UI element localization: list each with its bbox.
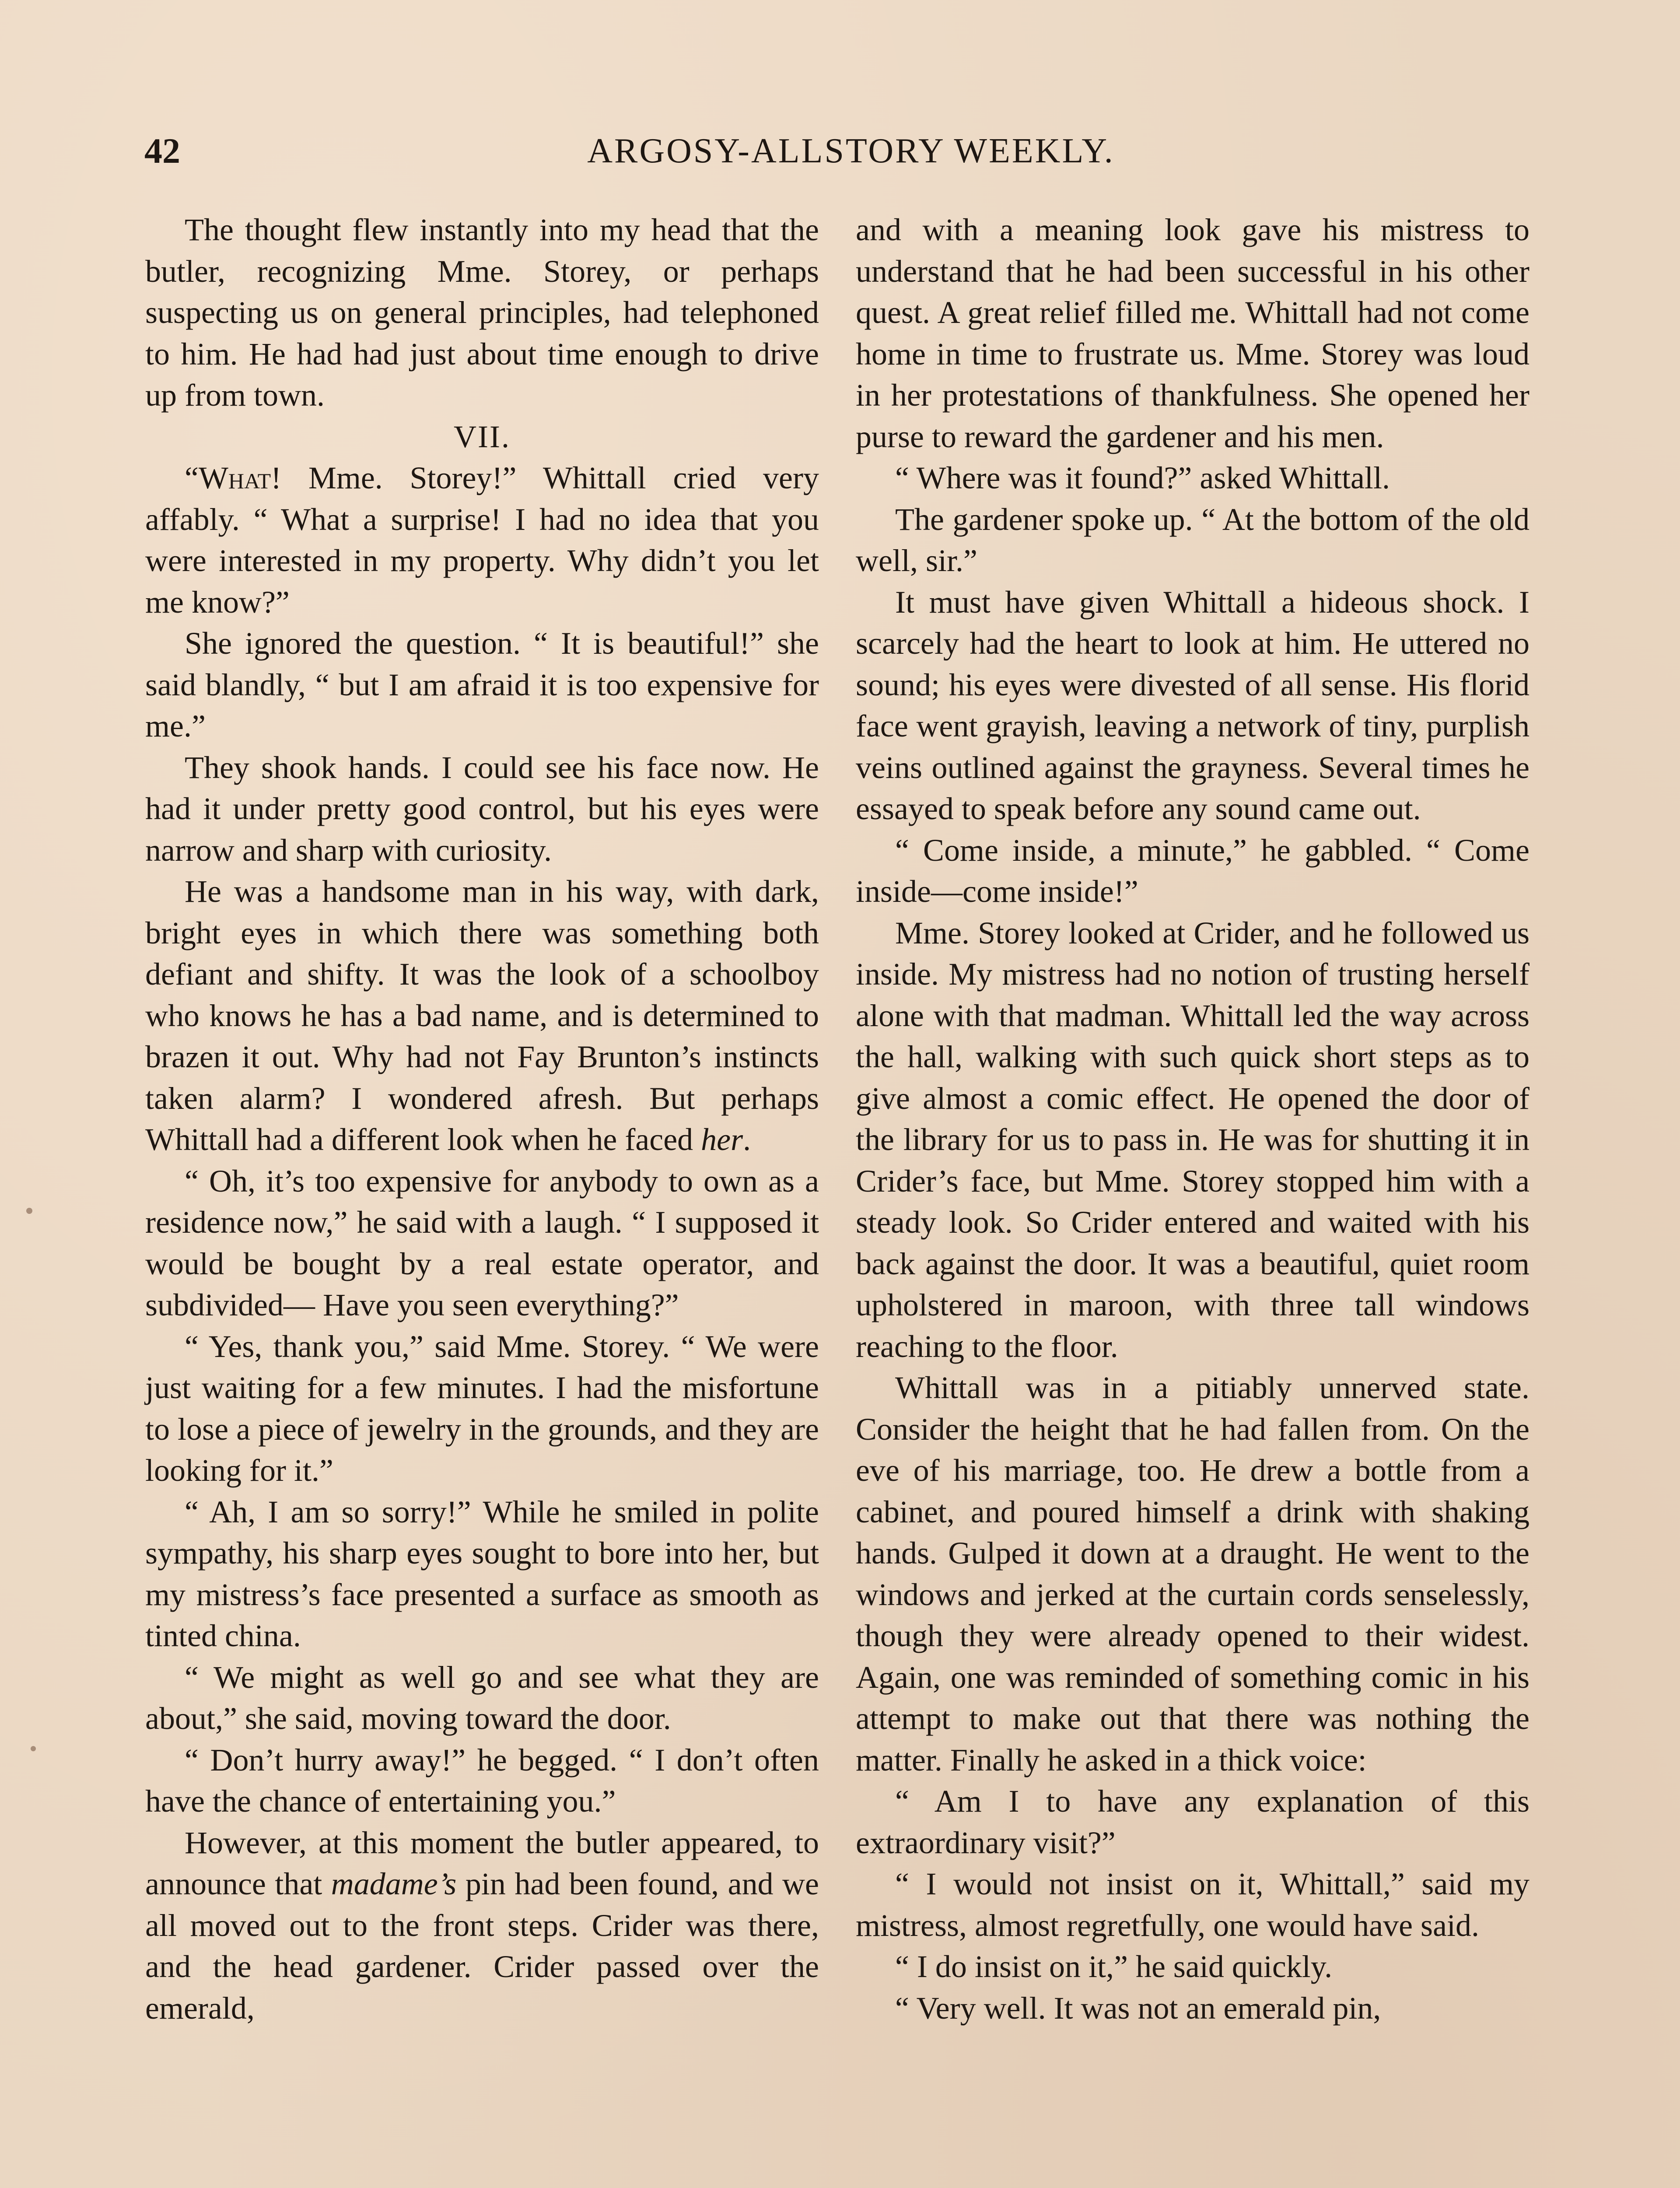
paragraph — [145, 1822, 819, 2029]
paragraph: “ I do insist on it,” he said quickly. — [895, 1949, 1333, 1984]
paragraph: “ Oh, it’s too expensive for anybody to own as a residence now,” he said with a laugh. “ I supposed it would be bought by a real estate operator, and subdivided— Have you seen everything?” — [145, 1163, 819, 1322]
paragraph: “ Don’t hurry away!” he begged. “ I don’t often have the chance of entertaining you.” — [145, 1742, 819, 1819]
paragraph: Mme. Storey looked at Crider, and he followed us inside. My mistress had no notion of trusting herself alone with that madman. Whittall led the way across the hall, walking with such quick short steps as to give almost a comic effect. He opened the door of the library for us to pass in. He was for shutting it in Crider’s face, but Mme. Storey stopped him with a steady look. So Crider entered and waited with his back against the door. It was a beautiful, quiet room upholstered in maroon, with three tall windows reaching to the floor. — [856, 915, 1530, 1364]
small-caps-lead: “What — [185, 460, 271, 495]
page-number: 42 — [144, 131, 180, 171]
italic-word: her — [701, 1122, 743, 1157]
paragraph: “ Where was it found?” asked Whittall. — [895, 460, 1390, 495]
paper-speck — [31, 1746, 36, 1751]
paragraph: It must have given Whittall a hideous shock. I scarcely had the heart to look at him. He uttered no sound; his eyes were divested of all sense. His florid face went grayish, leaving a network of tiny, purplish veins outlined against the grayness. Several times he essayed to speak before any sound came out. — [856, 584, 1530, 826]
paragraph-text: pin had been found, and we all moved out to the front steps. Crider was there, and the head gardener. Crider passed over the emerald, — [145, 1866, 819, 2026]
paragraph: “ Ah, I am so sorry!” While he smiled in polite sympathy, his sharp eyes sought to bore into her, but my mistress’s face presented a surface as smooth as tinted china. — [145, 1494, 819, 1653]
paragraph-text: However, at this moment the butler appeared, to announce that — [145, 1825, 819, 1901]
paragraph — [145, 871, 819, 1161]
paragraph-text: He was a handsome man in his way, with dark, bright eyes in which there was something both defiant and shifty. It was the look of a schoolboy who knows he has a bad name, and is determined to brazen it out. Why had not Fay Brunton’s instincts taken alarm? I wondered afresh. But perhaps Whittall had a different look when he faced — [145, 874, 819, 1157]
running-head: ARGOSY-ALLSTORY WEEKLY. — [587, 132, 1115, 170]
paragraph — [145, 457, 819, 623]
chapter-heading: VII. — [454, 419, 511, 454]
paragraph: “ Come inside, a minute,” he gabbled. “ Come inside—come inside!” — [856, 832, 1530, 909]
paragraph: “ We might as well go and see what they are about,” she said, moving toward the door. — [145, 1659, 819, 1736]
paragraph: and with a meaning look gave his mistress to understand that he had been successful in his other quest. A great relief filled me. Whittall had not come home in time to frustrate us. Mme. Storey was loud in her protestations of thankfulness. She opened her purse to reward the gardener and his men. — [856, 212, 1530, 454]
text-column-left — [145, 209, 819, 2029]
paragraph: “ Very well. It was not an emerald pin, — [895, 1990, 1381, 2026]
paragraph: The thought flew instantly into my head that the butler, recognizing Mme. Storey, or perhaps suspecting us on general principles, had telephoned to him. He had had just about time enough to drive up from town. — [145, 212, 819, 413]
paragraph: Whittall was in a pitiably unnerved state. Consider the height that he had fallen from. On the eve of his marriage, too. He drew a bottle from a cabinet, and poured himself a drink with shaking hands. Gulped it down at a draught. He went to the windows and jerked at the curtain cords senselessly, though they were already opened to their widest. Again, one was reminded of something comic in his attempt to make out that there was nothing the matter. Finally he asked in a thick voice: — [856, 1370, 1530, 1778]
paragraph: “ I would not insist on it, Whittall,” said my mistress, almost regretfully, one would have said. — [856, 1866, 1530, 1943]
paragraph-text: ! Mme. Storey!” Whittall cried very affably. “ What a surprise! I had no idea that you were interested in my property. Why didn’t you let me know?” — [145, 460, 819, 620]
paragraph: They shook hands. I could see his face now. He had it under pretty good control, but his eyes were narrow and sharp with curiosity. — [145, 750, 819, 868]
paragraph: “ Am I to have any explanation of this extraordinary visit?” — [856, 1784, 1530, 1860]
paragraph: “ Yes, thank you,” said Mme. Storey. “ We were just waiting for a few minutes. I had the misfortune to lose a piece of jewelry in the grounds, and they are looking for it.” — [145, 1329, 819, 1488]
italic-word: madame’s — [331, 1866, 457, 1901]
paragraph: She ignored the question. “ It is beautiful!” she said blandly, “ but I am afraid it is too expensive for me.” — [145, 626, 819, 743]
paragraph-text: . — [743, 1122, 751, 1157]
text-column-right — [856, 209, 1530, 2029]
paragraph: The gardener spoke up. “ At the bottom of the old well, sir.” — [856, 501, 1530, 578]
page-header — [144, 127, 1558, 175]
paper-speck — [26, 1208, 32, 1214]
